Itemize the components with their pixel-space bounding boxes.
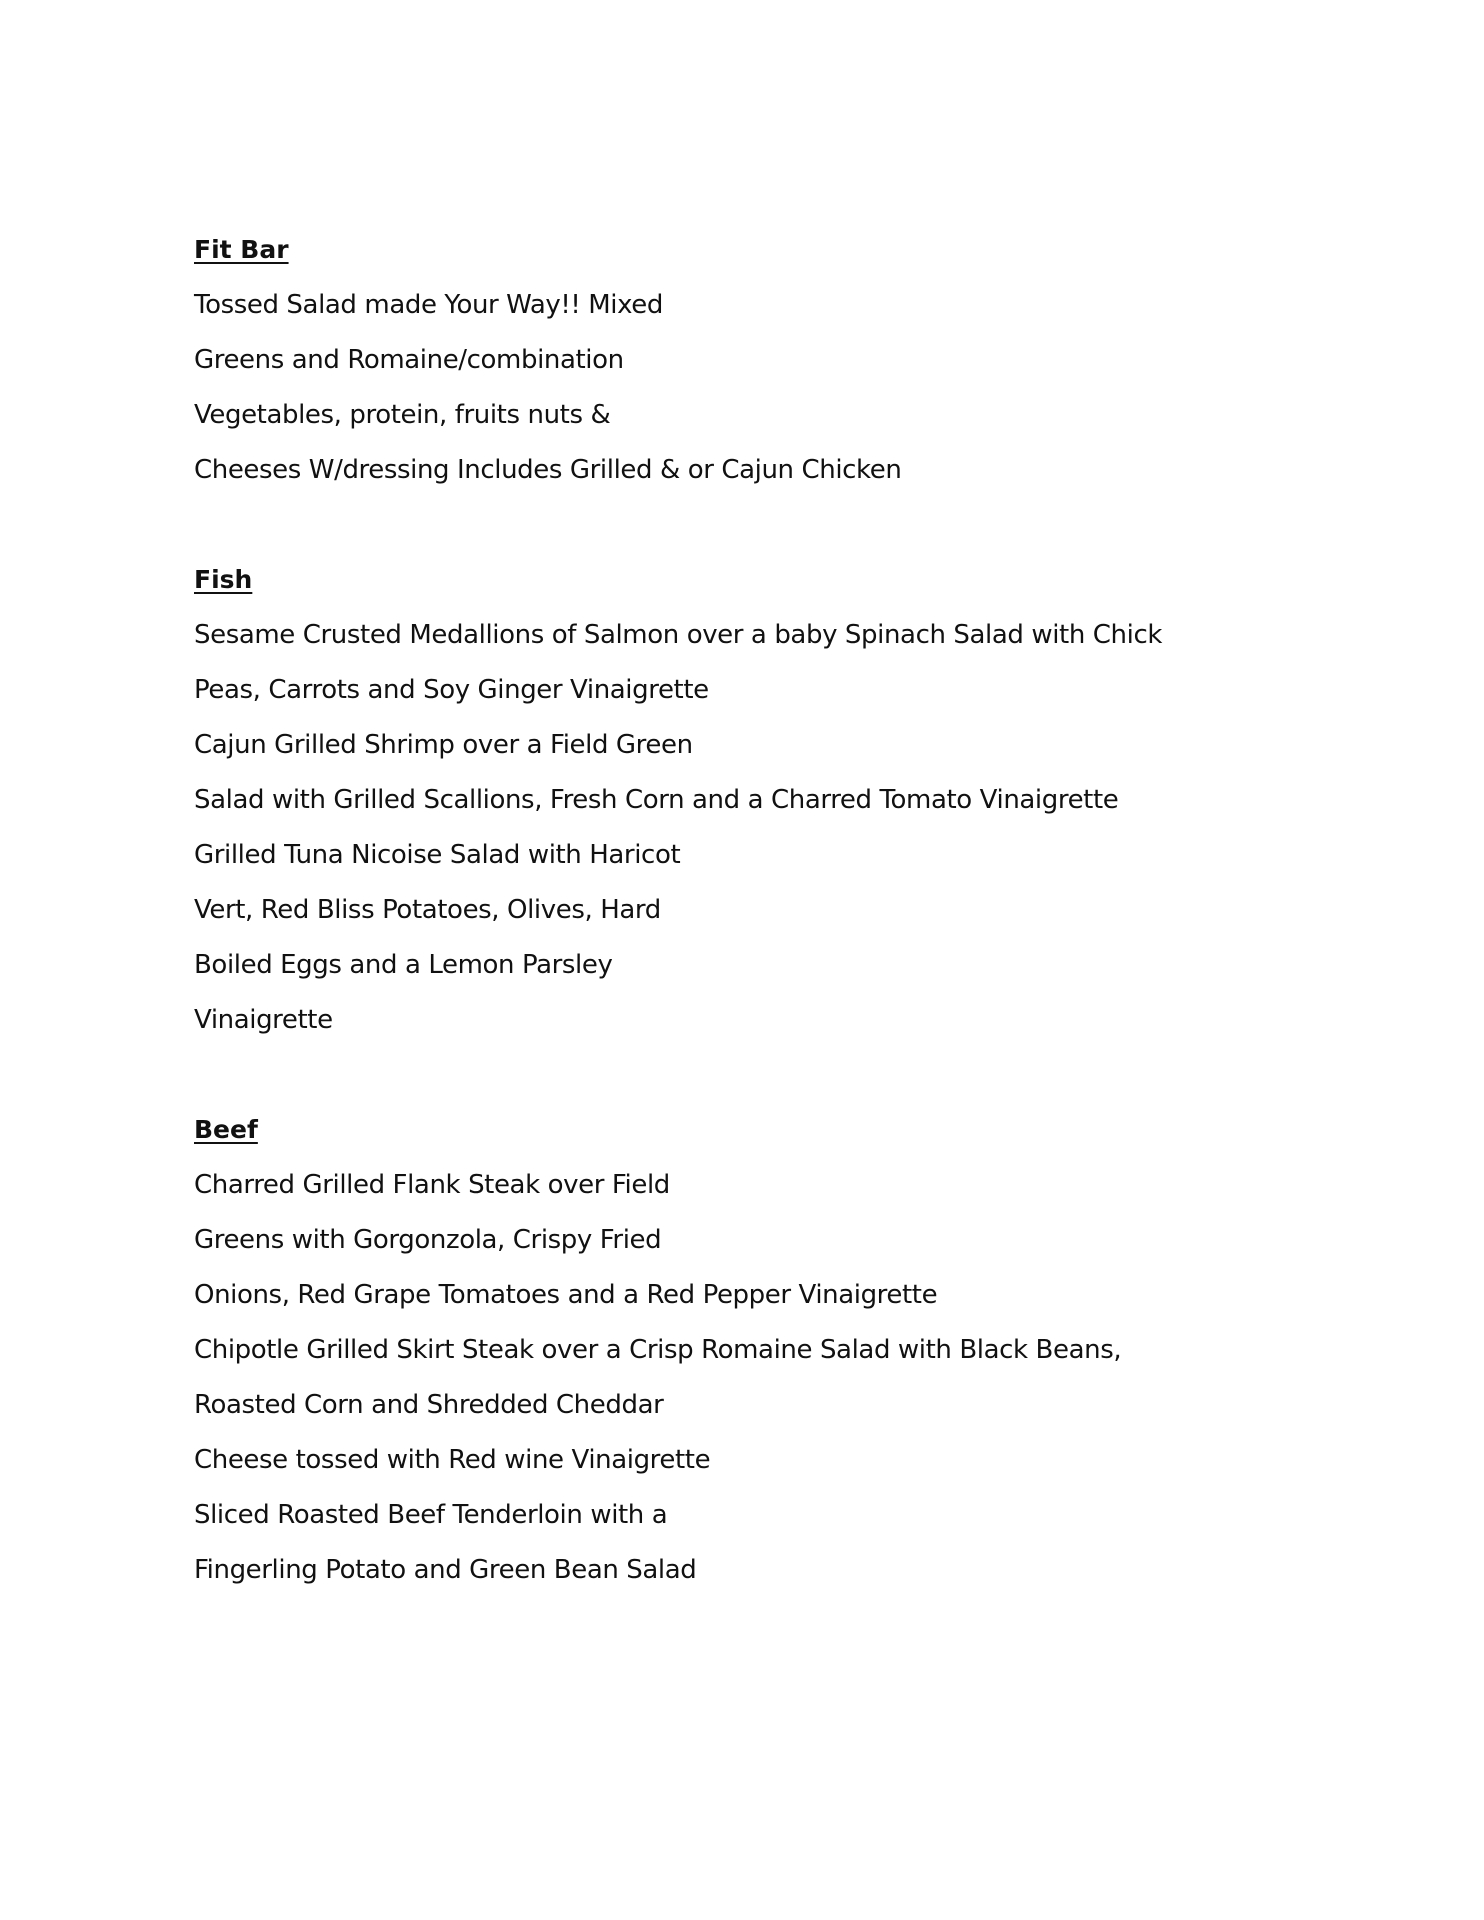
menu-line: Cajun Grilled Shrimp over a Field Green bbox=[194, 730, 693, 760]
section-spacer bbox=[194, 503, 1344, 558]
menu-line: Vert, Red Bliss Potatoes, Olives, Hard bbox=[194, 895, 661, 925]
menu-line: Boiled Eggs and a Lemon Parsley bbox=[194, 950, 613, 980]
section-heading-fit-bar: Fit Bar bbox=[194, 235, 289, 264]
menu-line: Fingerling Potato and Green Bean Salad bbox=[194, 1555, 697, 1585]
menu-line: Greens with Gorgonzola, Crispy Fried bbox=[194, 1225, 662, 1255]
menu-line: Roasted Corn and Shredded Cheddar bbox=[194, 1390, 664, 1420]
menu-line: Peas, Carrots and Soy Ginger Vinaigrette bbox=[194, 675, 709, 705]
menu-line: Cheese tossed with Red wine Vinaigrette bbox=[194, 1445, 711, 1475]
section-spacer bbox=[194, 1053, 1344, 1108]
section-heading-fish: Fish bbox=[194, 565, 253, 594]
menu-line: Onions, Red Grape Tomatoes and a Red Pepper Vinaigrette bbox=[194, 1280, 938, 1310]
menu-line: Grilled Tuna Nicoise Salad with Haricot bbox=[194, 840, 681, 870]
menu-line: Sliced Roasted Beef Tenderloin with a bbox=[194, 1500, 668, 1530]
menu-line: Tossed Salad made Your Way!! Mixed bbox=[194, 290, 663, 320]
menu-line: Salad with Grilled Scallions, Fresh Corn and a Charred Tomato Vinaigrette bbox=[194, 785, 1119, 815]
section-fish bbox=[194, 558, 1344, 1053]
menu-content bbox=[194, 228, 1344, 1603]
section-beef bbox=[194, 1108, 1344, 1603]
menu-line: Chipotle Grilled Skirt Steak over a Crisp Romaine Salad with Black Beans, bbox=[194, 1335, 1122, 1365]
section-fit-bar bbox=[194, 228, 1344, 503]
menu-line: Vinaigrette bbox=[194, 1005, 333, 1035]
section-heading-beef: Beef bbox=[194, 1115, 258, 1144]
menu-line: Cheeses W/dressing Includes Grilled & or Cajun Chicken bbox=[194, 455, 902, 485]
menu-line: Vegetables, protein, fruits nuts & bbox=[194, 400, 611, 430]
menu-line: Sesame Crusted Medallions of Salmon over a baby Spinach Salad with Chick bbox=[194, 620, 1162, 650]
menu-line: Greens and Romaine/combination bbox=[194, 345, 624, 375]
menu-line: Charred Grilled Flank Steak over Field bbox=[194, 1170, 670, 1200]
